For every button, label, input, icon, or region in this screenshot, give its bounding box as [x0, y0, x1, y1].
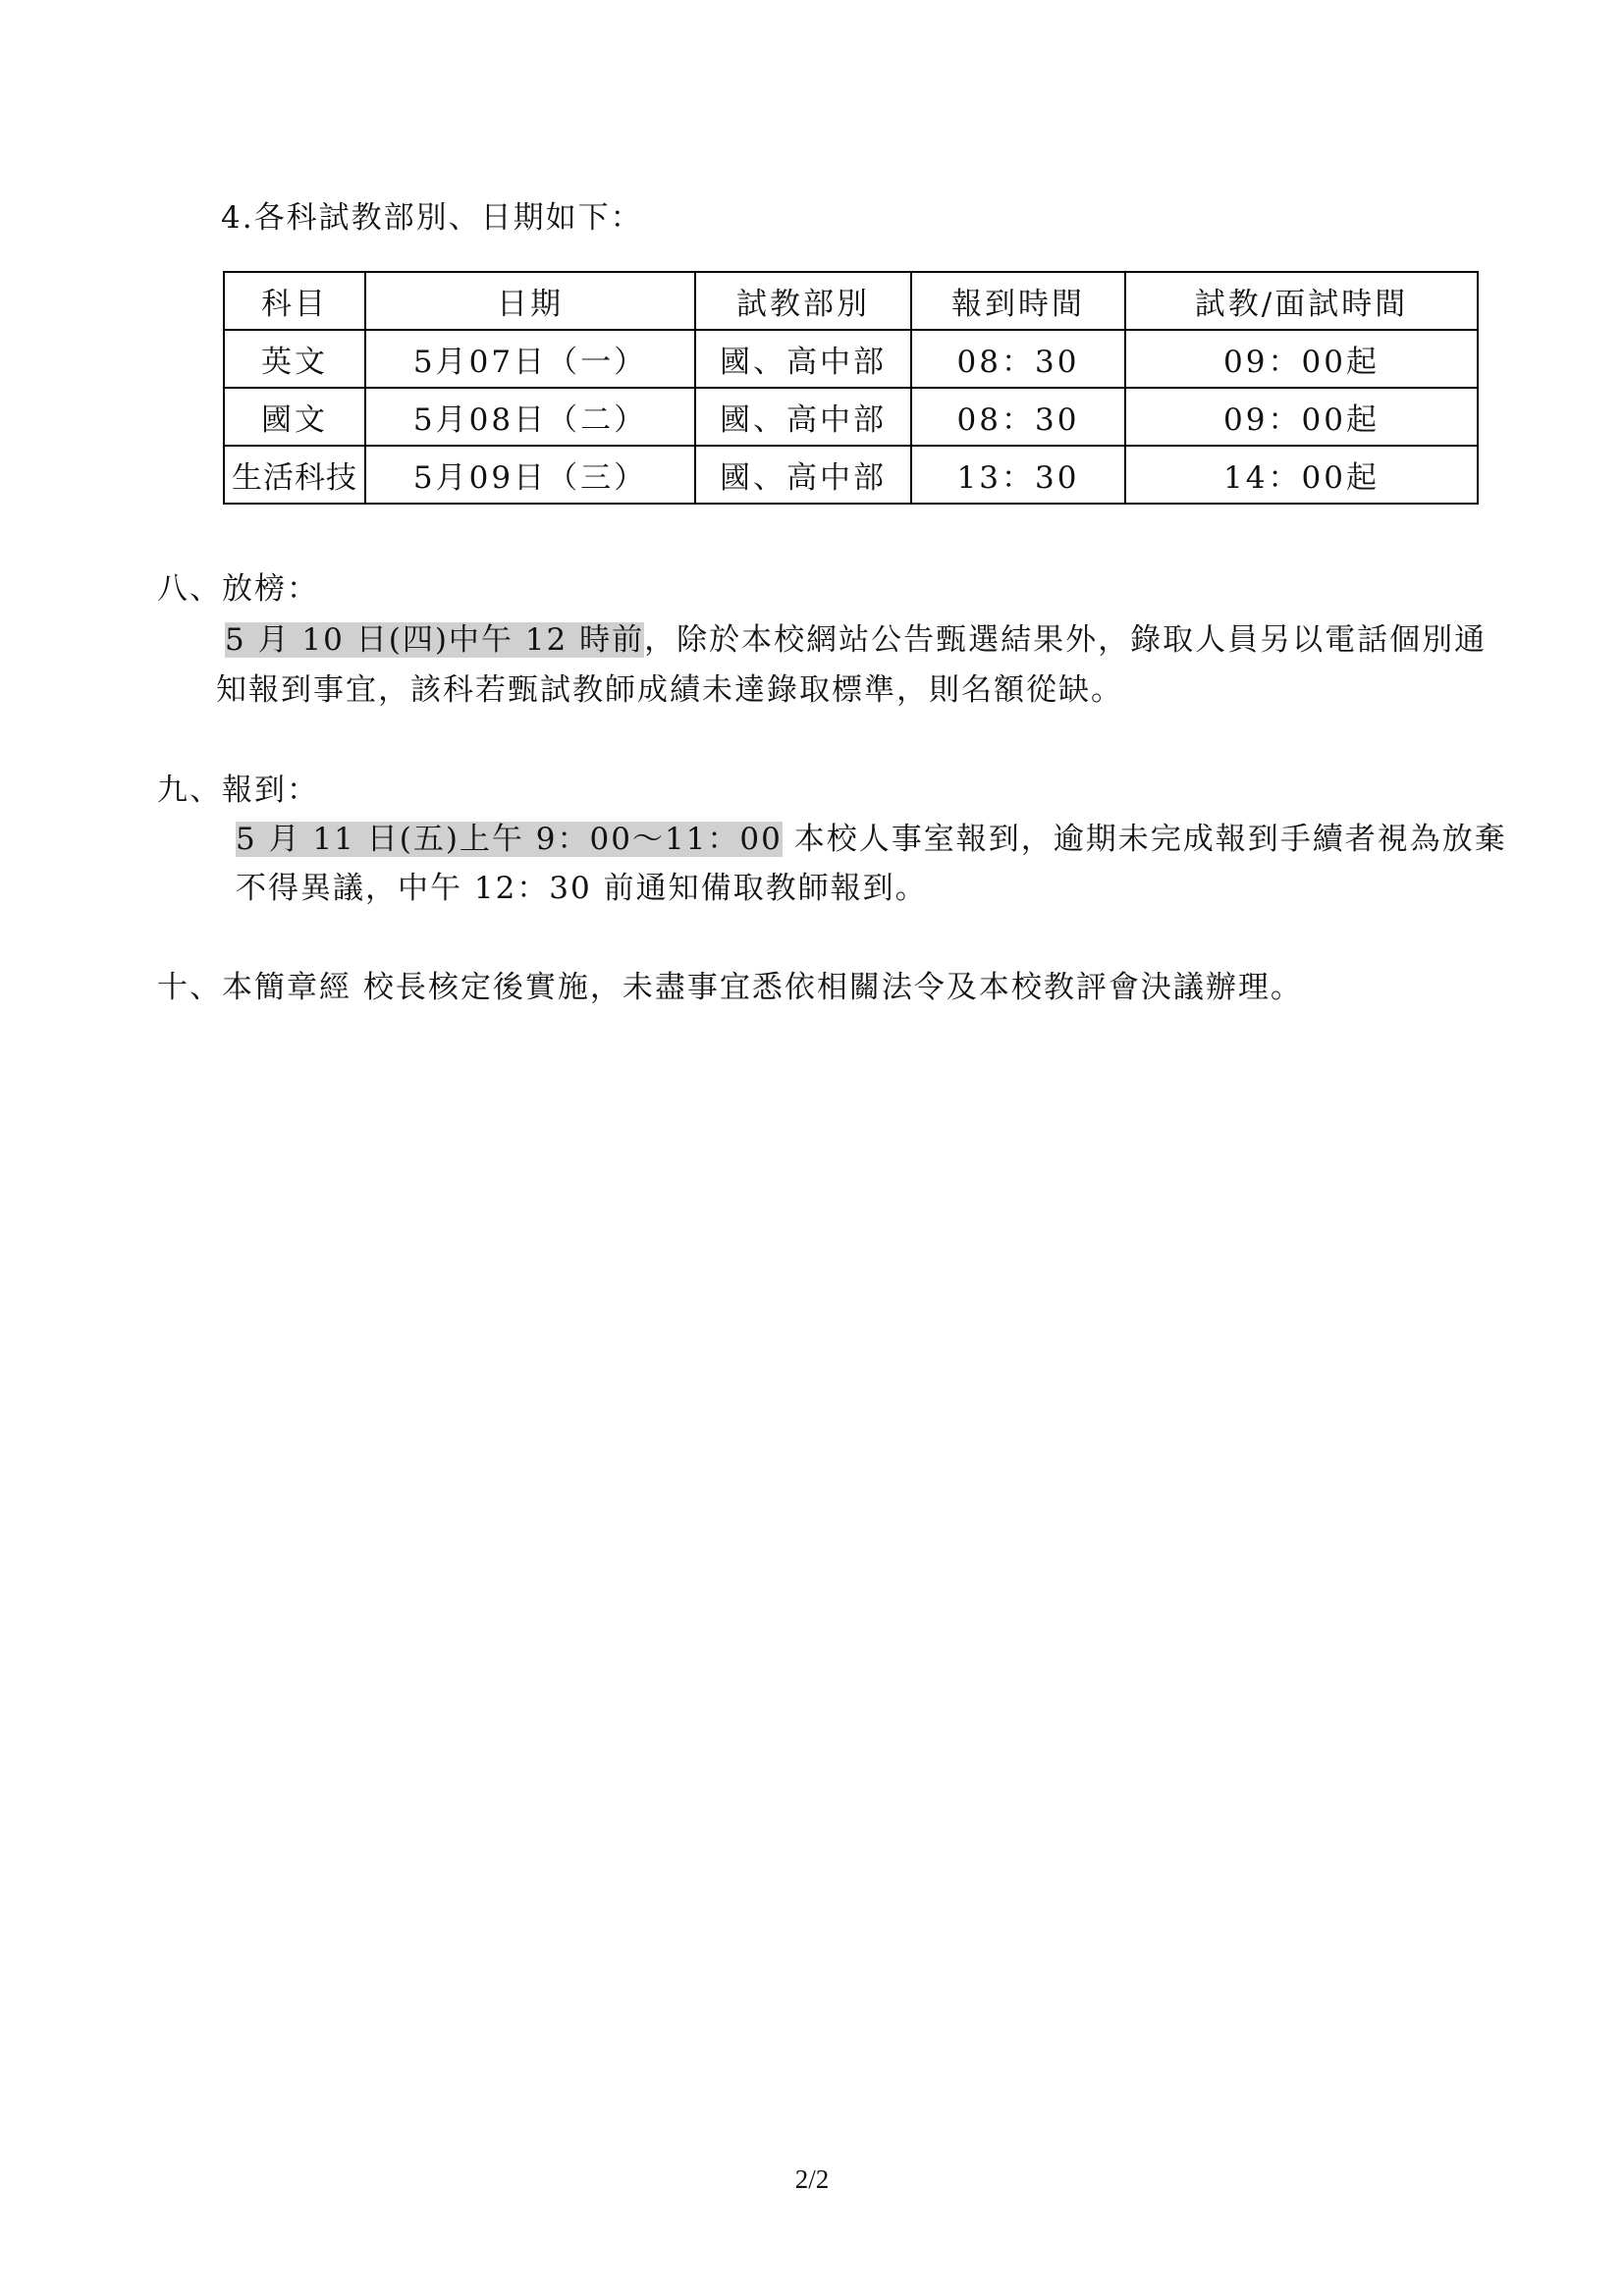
section-8-line-2: 知報到事宜，該科若甄試教師成績未達錄取標準，則名額從缺。 [216, 672, 1123, 708]
table-cell: 14：00起 [1125, 446, 1478, 504]
table-cell: 09：00起 [1125, 388, 1478, 446]
table-cell: 國、高中部 [695, 330, 911, 388]
section-8-heading: 八、放榜： [157, 571, 319, 607]
table-cell: 08：30 [911, 330, 1125, 388]
table-cell: 國、高中部 [695, 388, 911, 446]
table-row [224, 330, 1478, 388]
section-8-line-1 [225, 620, 1487, 660]
header-cell: 科目 [224, 272, 365, 330]
section-9-line-2: 不得異議，中午 12：30 前通知備取教師報到。 [236, 871, 928, 906]
header-cell: 日期 [365, 272, 695, 330]
table-cell: 13：30 [911, 446, 1125, 504]
header-cell: 報到時間 [911, 272, 1125, 330]
table-cell: 國、高中部 [695, 446, 911, 504]
table-cell: 09：00起 [1125, 330, 1478, 388]
table-cell: 英文 [224, 330, 365, 388]
section-9-line-1 [236, 820, 1507, 859]
table-cell: 生活科技 [224, 446, 365, 504]
table-row [224, 446, 1478, 504]
table-header-row [224, 272, 1478, 330]
page-number: 2/2 [794, 2164, 830, 2194]
table-row [224, 388, 1478, 446]
section-9-heading: 九、報到： [157, 773, 319, 808]
table-cell: 國文 [224, 388, 365, 446]
table-cell: 5月07日（一） [365, 330, 695, 388]
section-8-line-1-text: ，除於本校網站公告甄選結果外，錄取人員另以電話個別通 [644, 622, 1488, 658]
schedule-table [223, 271, 1479, 505]
header-cell: 試教部別 [695, 272, 911, 330]
header-cell: 試教/面試時間 [1125, 272, 1478, 330]
table-cell: 5月08日（二） [365, 388, 695, 446]
table-cell: 08：30 [911, 388, 1125, 446]
section-9-line-1-text: 本校人事室報到，逾期未完成報到手續者視為放棄 [782, 822, 1507, 857]
section-10-text: 十、本簡章經 校長核定後實施，未盡事宜悉依相關法令及本校教評會決議辦理。 [157, 970, 1303, 1005]
section-4-heading: 4.各科試教部別、日期如下： [221, 200, 643, 236]
report-time-highlight: 5 月 11 日(五)上午 9：00～11：00 [236, 822, 783, 857]
table-cell: 5月09日（三） [365, 446, 695, 504]
announcement-time-highlight: 5 月 10 日(四)中午 12 時前 [225, 622, 645, 658]
